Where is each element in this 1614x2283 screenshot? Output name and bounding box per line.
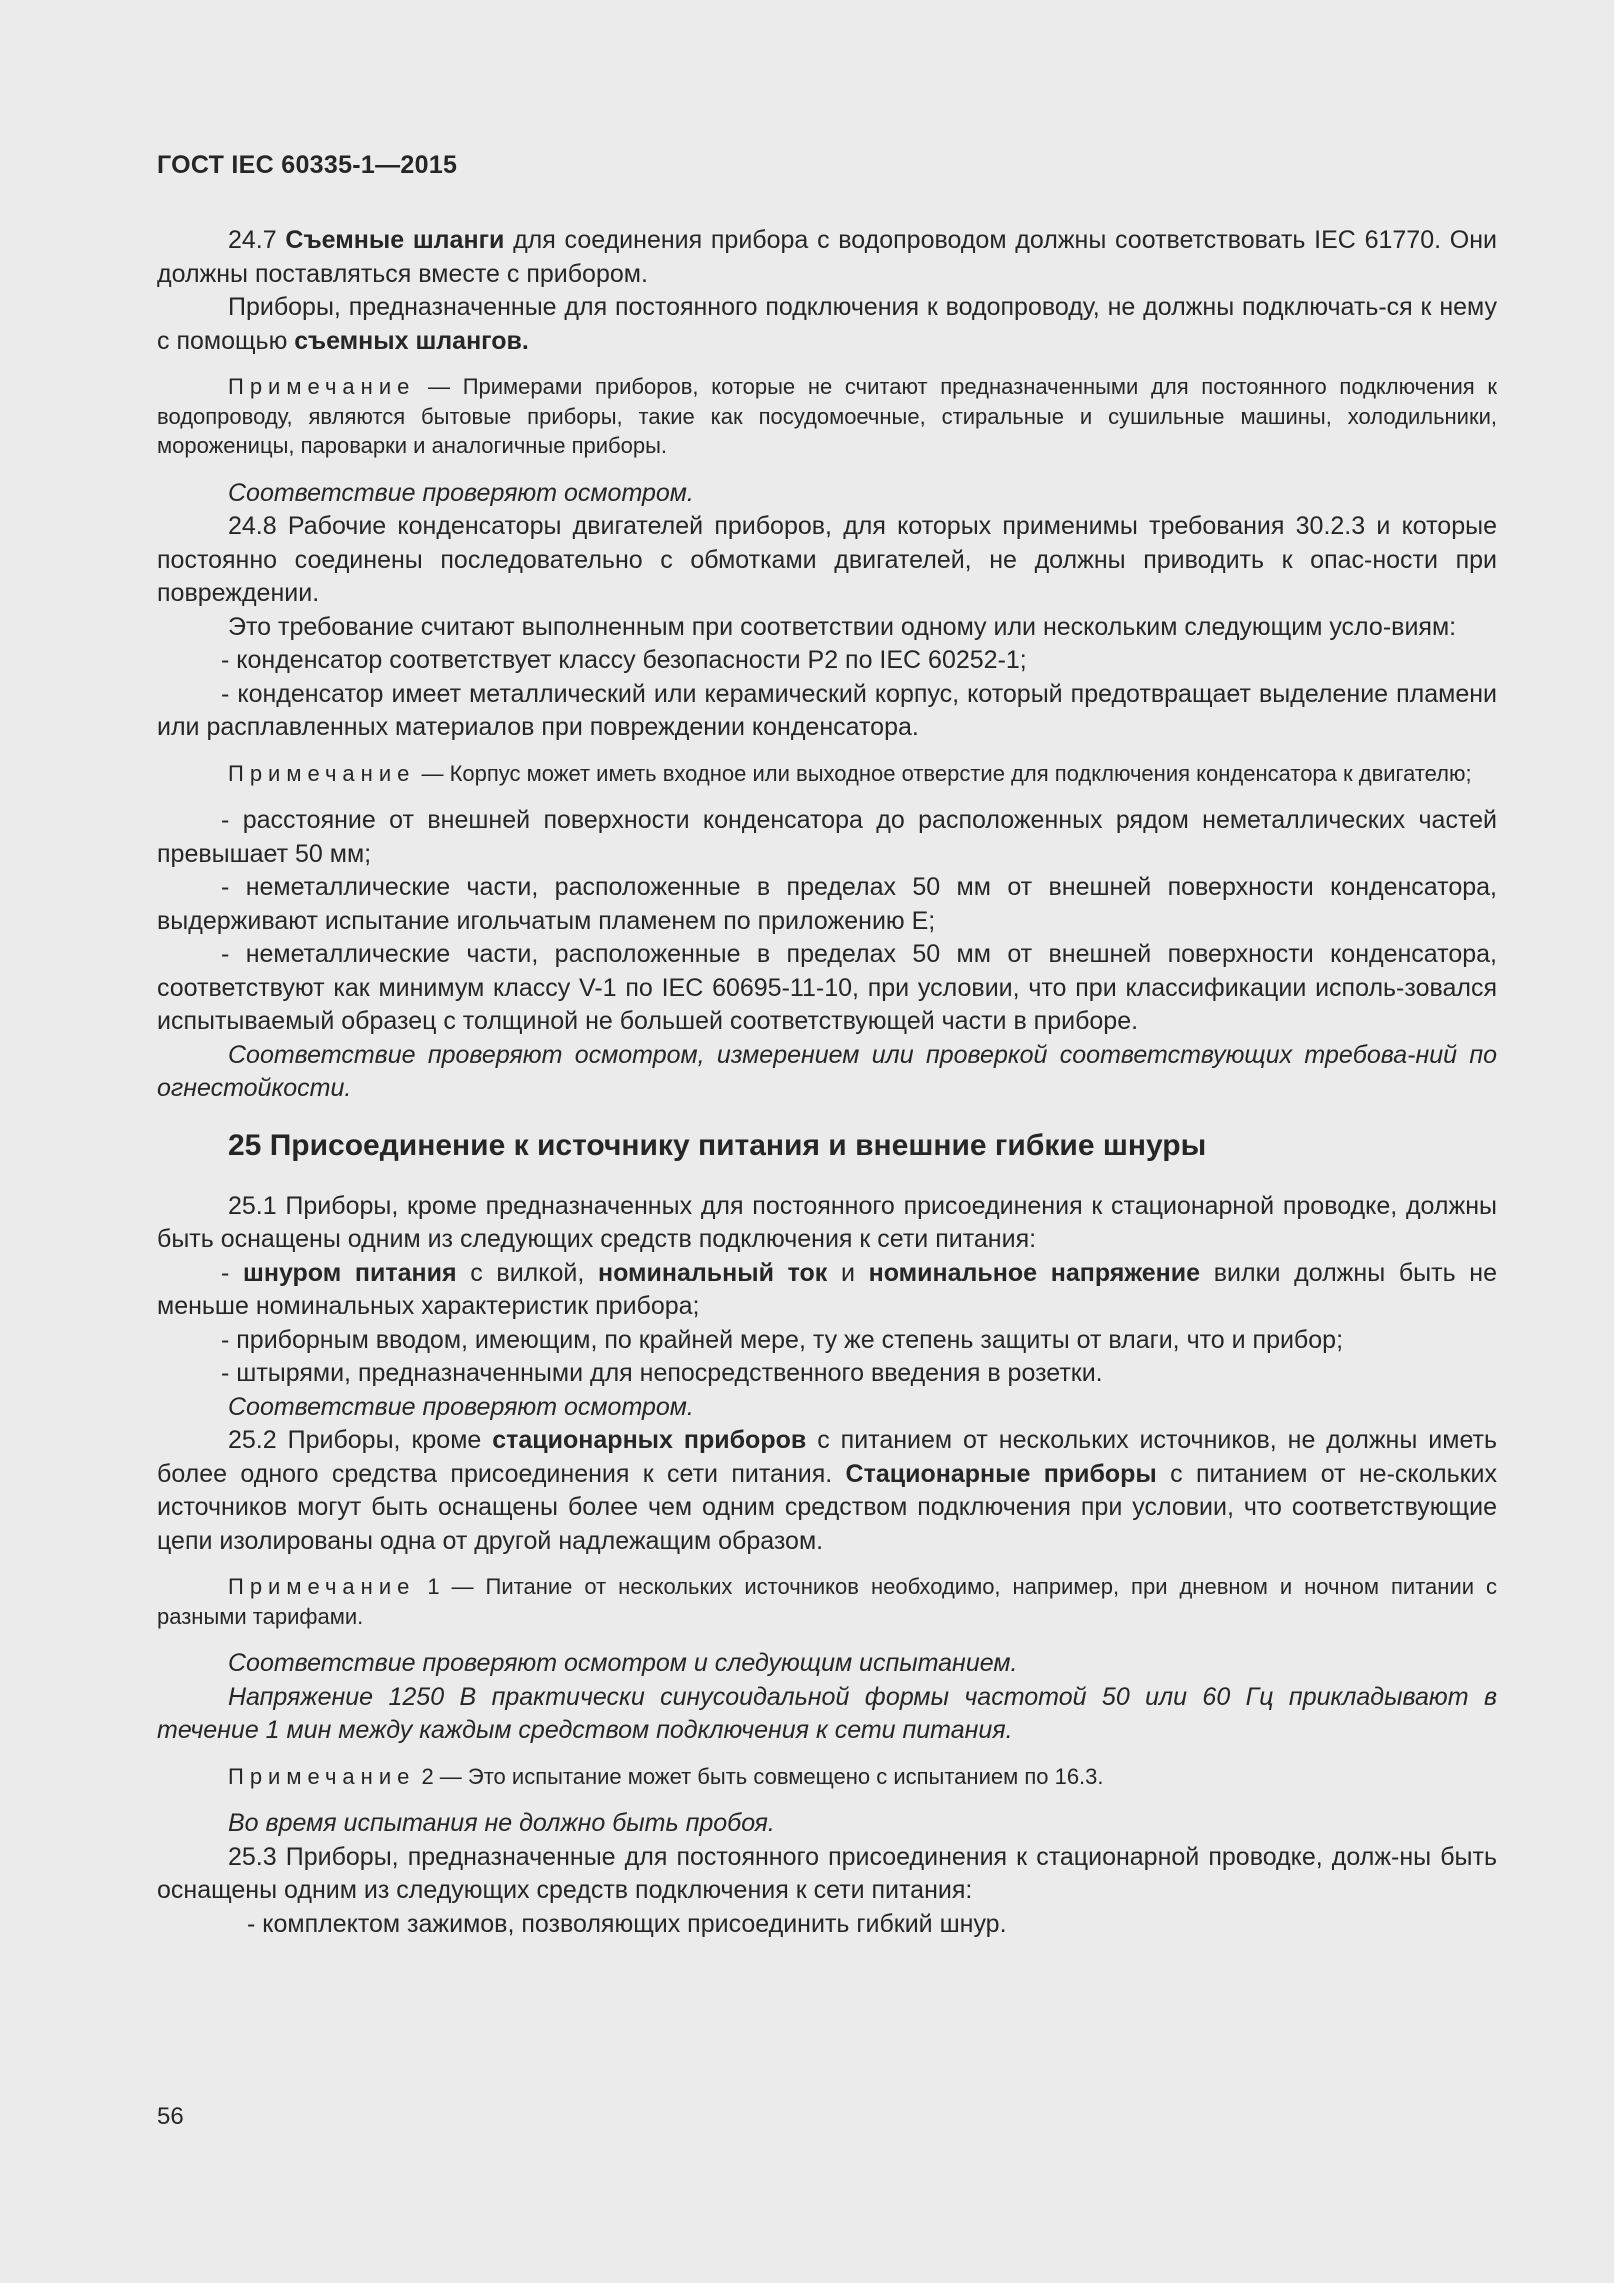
paragraph-25-2: [157, 1424, 1497, 1558]
note-text: — Корпус может иметь входное или выходное отверстие для подключения конденсатора к двигателю;: [415, 760, 1472, 786]
document-body: [157, 224, 1497, 1941]
term-bold: номинальный ток: [597, 1258, 828, 1287]
paragraph-text: с питанием от нескольких источников, не должны иметь более одного средства присоединения к сети питания.: [157, 1426, 1497, 1488]
compliance-text: Соответствие проверяют осмотром, измерением или проверкой соответствующих требова-ний по огнестойкости.: [157, 1040, 1497, 1102]
compliance-text: Во время испытания не должно быть пробоя.: [228, 1809, 775, 1837]
note-label: Примечание: [228, 1763, 416, 1789]
paragraph-text: вилки должны быть не меньше номинальных характеристик прибора;: [157, 1258, 1497, 1320]
term-bold: номинальное напряжение: [868, 1258, 1201, 1287]
note: [157, 1572, 1497, 1631]
term-bold: Стационарные приборы: [845, 1459, 1157, 1488]
term-bold: Съемные шланги: [285, 226, 505, 254]
note-text: 2 — Это испытание может быть совмещено с испытанием по 16.3.: [415, 1763, 1104, 1789]
clause-number: 24.7: [228, 226, 286, 254]
compliance-text: Напряжение 1250 В практически синусоидальной формы частотой 50 или 60 Гц прикладывают в течение 1 мин между каждым средством подключения к сети питания.: [157, 1682, 1497, 1744]
note-text: — Примерами приборов, которые не считают предназначенными для постоянного подключения к водопроводу, являются бытовые приборы, такие как посудомоечные, стиральные и сушильные машины, холодильники, мороженицы, пароварки и аналогичные приборы.: [157, 374, 1497, 458]
list-dash: -: [221, 1258, 243, 1287]
paragraph-text: 25.2 Приборы, кроме: [228, 1426, 493, 1454]
note: [157, 1762, 1497, 1792]
term-bold: съемных шлангов.: [294, 326, 529, 355]
document-header: ГОСТ IEC 60335-1—2015: [157, 151, 458, 179]
compliance-text: Соответствие проверяют осмотром.: [228, 478, 694, 507]
paragraph-text: для соединения прибора с водопроводом должны соответствовать IEC 61770. Они должны поставляться вместе с прибором.: [157, 226, 1498, 288]
paragraph-24-8: 24.8 Рабочие конденсаторы двигателей приборов, для которых применимы требования 30.2.3 и которые постоянно соединены последовательно с обмотками двигателей, не должны приводить к опас-ности при повреждении.: [157, 512, 1497, 607]
page-number: 56: [157, 2103, 184, 2130]
term-bold: шнуром питания: [243, 1258, 457, 1287]
list-item: [157, 1257, 1497, 1324]
list-item: - неметаллические части, расположенные в пределах 50 мм от внешней поверхности конденсатора, выдерживают испытание игольчатым пламенем по приложению Е;: [157, 873, 1497, 935]
paragraph-text: с вилкой,: [456, 1258, 598, 1287]
paragraph-25-3: 25.3 Приборы, предназначенные для постоянного присоединения к стационарной проводке, долж-ны быть оснащены одним из следующих средств подключения к сети питания:: [157, 1842, 1497, 1904]
paragraph-24-7: [157, 224, 1497, 291]
paragraph: [157, 291, 1497, 358]
list-item: - расстояние от внешней поверхности конденсатора до расположенных рядом неметаллических частей превышает 50 мм;: [157, 806, 1497, 868]
paragraph-25-1: 25.1 Приборы, кроме предназначенных для постоянного присоединения к стационарной проводке, должны быть оснащены одним из следующих средств подключения к сети питания:: [157, 1191, 1497, 1253]
note-label: Примечание: [228, 374, 416, 399]
note: [157, 759, 1497, 789]
list-item: - штырями, предназначенными для непосредственного введения в розетки.: [221, 1359, 1103, 1387]
note-text: 1 — Питание от нескольких источников необходимо, например, при дневном и ночном питании с разными тарифами.: [157, 1574, 1497, 1629]
note-label: Примечание: [228, 1574, 416, 1599]
paragraph-text: с питанием от не-скольких источников могут быть оснащены более чем одним средством подключения при условии, что соответствующие цепи изолированы одна от другой надлежащим образом.: [157, 1459, 1497, 1555]
list-item: - неметаллические части, расположенные в пределах 50 мм от внешней поверхности конденсатора, соответствуют как минимум классу V-1 по IEC 60695-11-10, при условии, что при классификации исполь-зовался испытываемый образец с толщиной не большей соответствующей части в приборе.: [157, 940, 1497, 1035]
term-bold: стационарных приборов: [492, 1426, 807, 1454]
paragraph-text: и: [827, 1258, 869, 1287]
list-item: - комплектом зажимов, позволяющих присоединить гибкий шнур.: [247, 1909, 1007, 1938]
section-heading: 25 Присоединение к источнику питания и внешние гибкие шнуры: [228, 1128, 1207, 1162]
paragraph-text: Приборы, предназначенные для постоянного подключения к водопроводу, не должны подключать-ся к нему с помощью: [157, 293, 1497, 355]
list-item: - конденсатор имеет металлический или керамический корпус, который предотвращает выделение пламени или расплавленных материалов при повреждении конденсатора.: [157, 679, 1497, 741]
note: [157, 372, 1497, 461]
compliance-text: Соответствие проверяют осмотром и следующим испытанием.: [228, 1649, 1018, 1677]
note-label: Примечание: [228, 760, 416, 786]
compliance-text: Соответствие проверяют осмотром.: [228, 1392, 694, 1421]
paragraph: Это требование считают выполненным при соответствии одному или нескольким следующим усло-виям:: [228, 612, 1457, 641]
list-item: - приборным вводом, имеющим, по крайней мере, ту же степень защиты от влаги, что и прибор;: [221, 1325, 1344, 1354]
list-item: - конденсатор соответствует классу безопасности P2 по IEC 60252-1;: [221, 646, 1027, 674]
